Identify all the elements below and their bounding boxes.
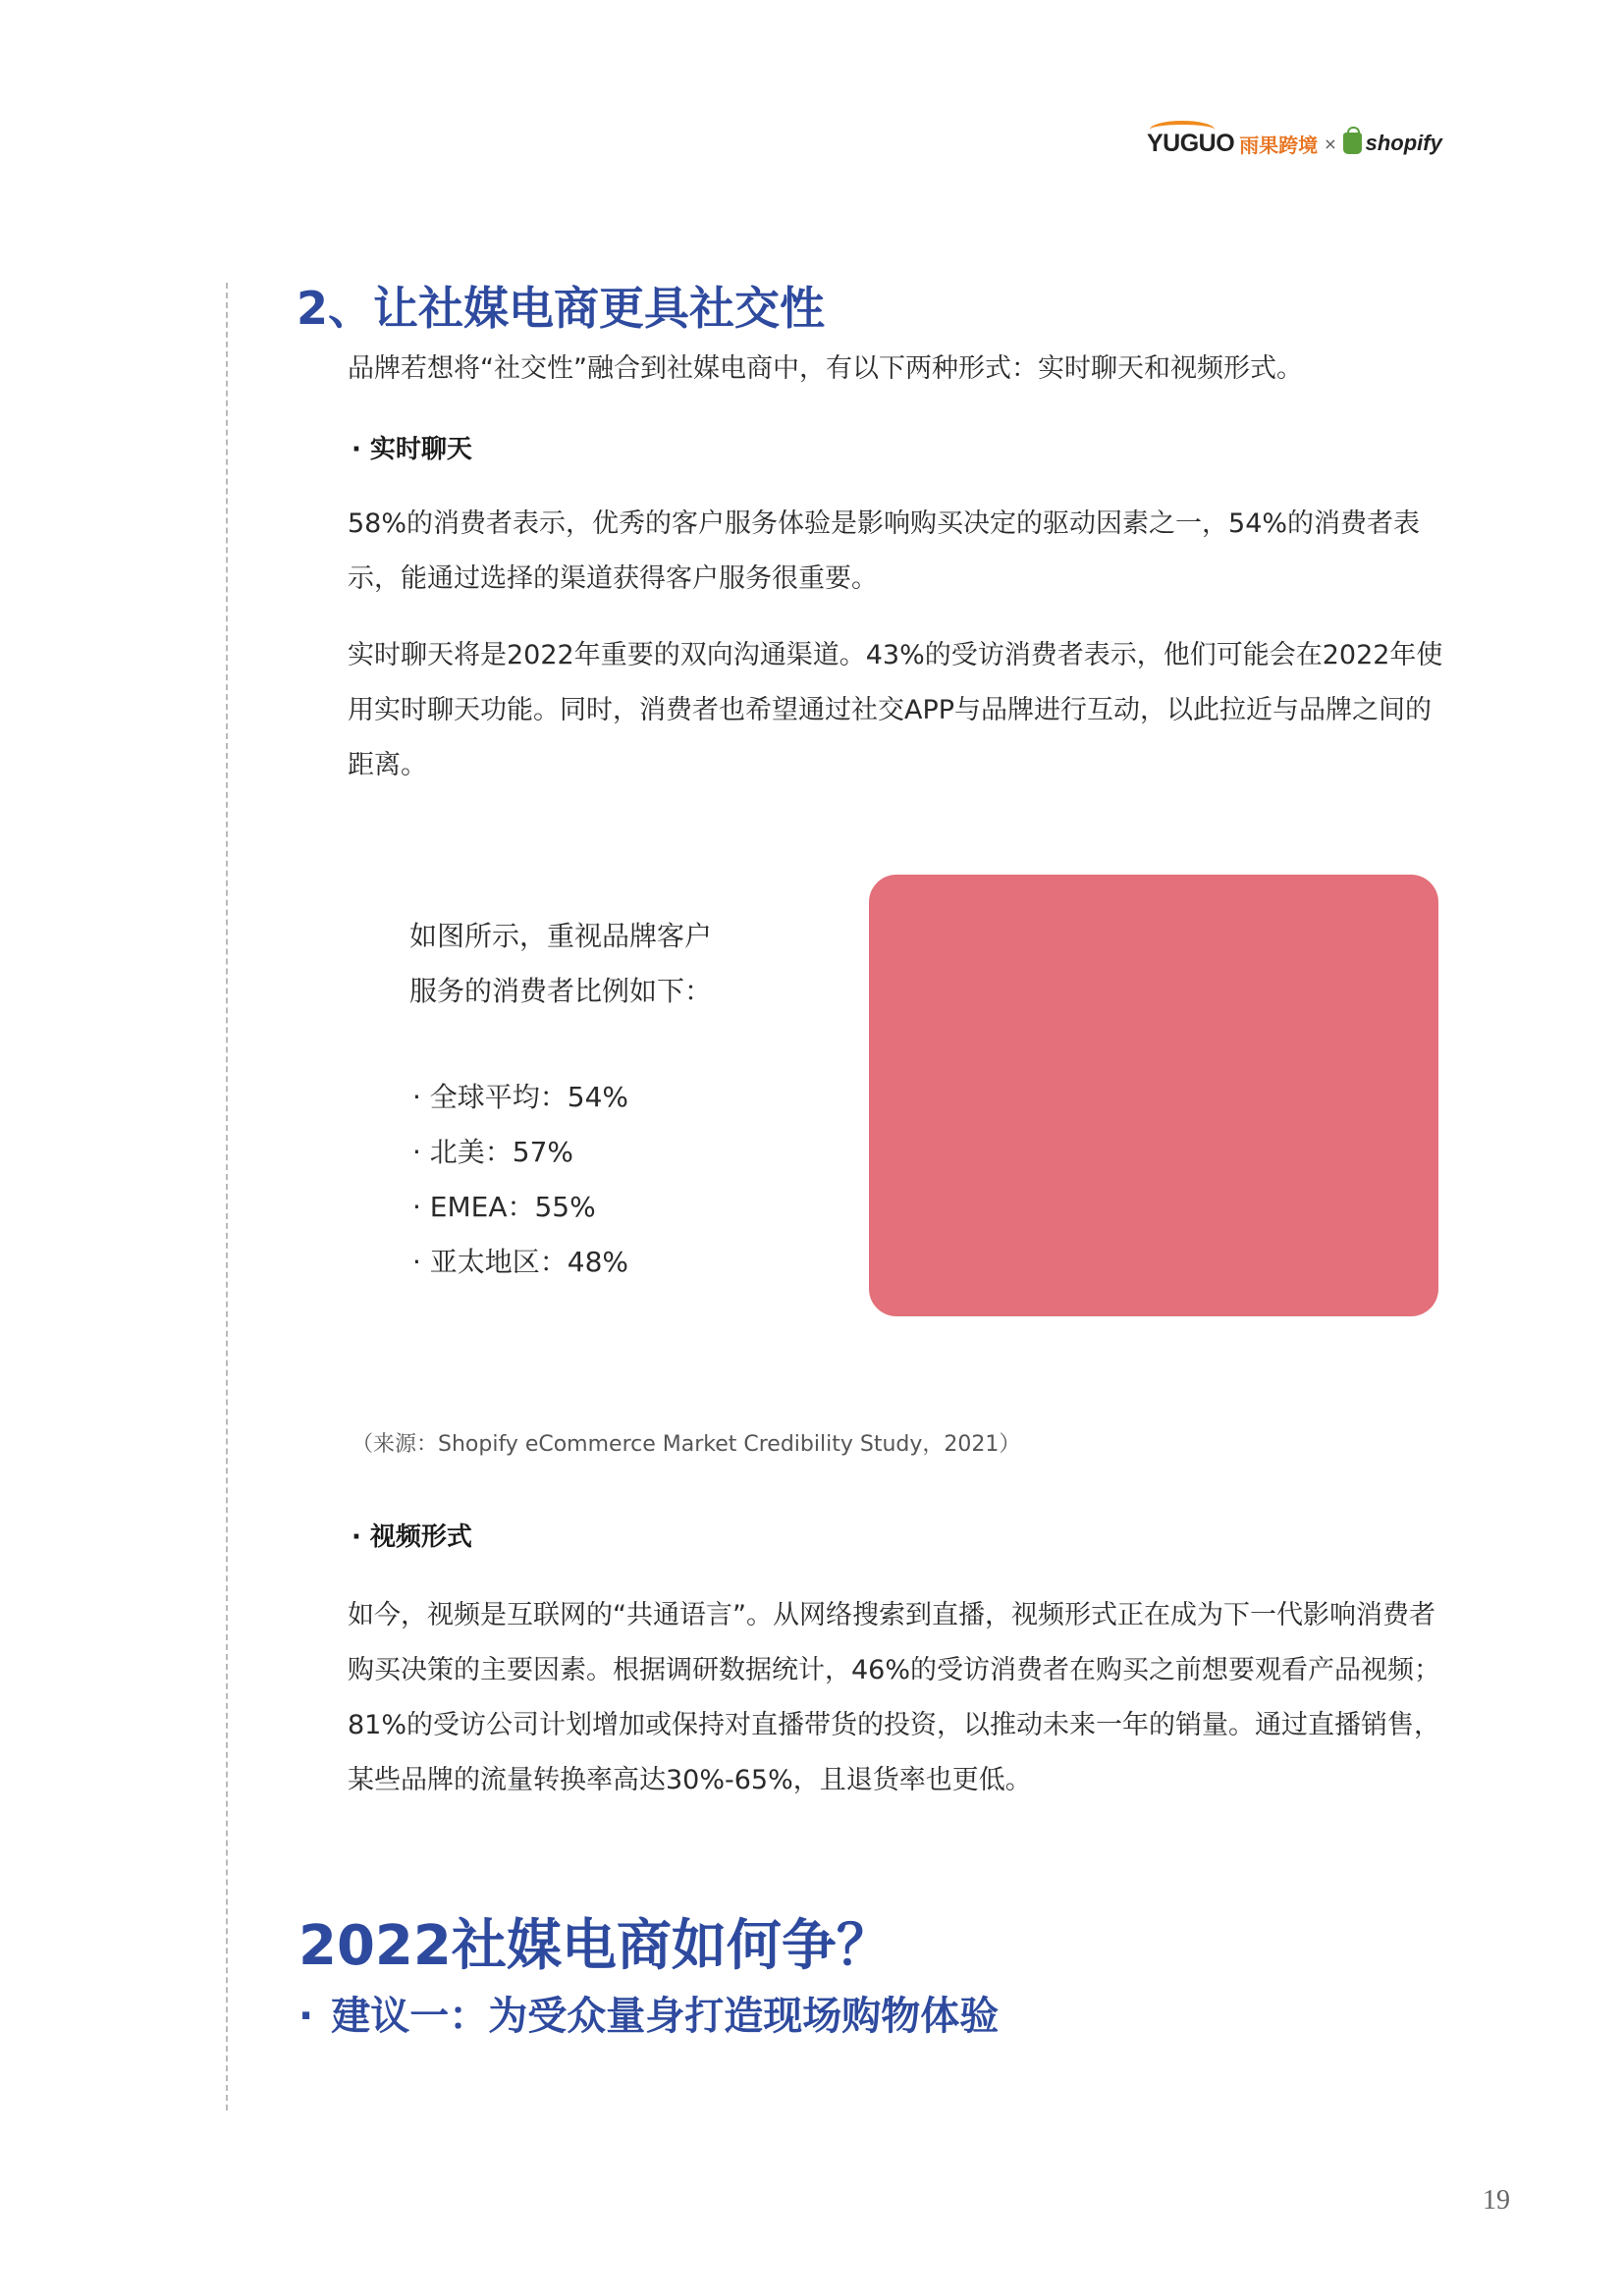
stat-item: · 全球平均：54%: [412, 1081, 629, 1113]
chart-note: [409, 909, 712, 1019]
shopify-bag-icon: [1343, 133, 1362, 154]
shopify-logo: shopify: [1365, 131, 1442, 155]
footer-section-title: 2022社媒电商如何争？: [298, 1914, 892, 1978]
stat-item: · EMEA：55%: [412, 1191, 596, 1223]
logo-times: ×: [1324, 133, 1337, 153]
source-note: （来源：Shopify eCommerce Market Credibility Study，2021）: [352, 1432, 1021, 1457]
chart-note-line-2: 服务的消费者比例如下：: [409, 975, 713, 1007]
stat-item: · 北美：57%: [412, 1136, 574, 1168]
footer-section-subtitle: [298, 1985, 999, 2041]
section-intro: 品牌若想将“社交性”融合到社媒电商中，有以下两种形式：实时聊天和视频形式。: [348, 353, 1303, 384]
header-logo: [1147, 126, 1442, 161]
yuguo-logo: YUGUO: [1147, 130, 1234, 158]
left-dashed-rule: [226, 283, 228, 2110]
yuguo-logo-cn: 雨果跨境: [1239, 133, 1319, 157]
subtitle-text: 建议一：为受众量身打造现场购物体验: [331, 1994, 1000, 2039]
chart-note-line-1: 如图所示，重视品牌客户: [409, 920, 713, 952]
stat-item: · 亚太地区：48%: [412, 1246, 629, 1278]
section-title: 2、让社媒电商更具社交性: [297, 282, 826, 335]
bubble-back-layer: [869, 875, 1438, 1316]
live-chat-paragraph-1: 58%的消费者表示，优秀的客户服务体验是影响购买决定的驱动因素之一，54%的消费者表示，能通过选择的渠道获得客户服务很重要。: [348, 508, 1421, 594]
video-paragraph: 如今，视频是互联网的“共通语言”。从网络搜索到直播，视频形式正在成为下一代影响消费者购买决策的主要因素。根据调研数据统计，46%的受访消费者在购买之前想要观看产品视频；81%的受访公司计划增加或保持对直播带货的投资，以推动未来一年的销量。通过直播销售，某些品牌的流量转换率高达30%-65%，且退货率也更低。: [348, 1600, 1441, 1795]
page-number: 19: [1483, 2185, 1510, 2216]
bar-chart-bubble: [820, 869, 1448, 1389]
live-chat-heading: · 实时聊天: [352, 435, 472, 464]
bullet-dot: ·: [298, 1994, 314, 2039]
stat-list: [412, 1070, 628, 1290]
video-heading: · 视频形式: [352, 1522, 472, 1552]
live-chat-paragraph-2: 实时聊天将是2022年重要的双向沟通渠道。43%的受访消费者表示，他们可能会在2022年使用实时聊天功能。同时，消费者也希望通过社交APP与品牌进行互动，以此拉近与品牌之间的距离。: [348, 640, 1443, 780]
